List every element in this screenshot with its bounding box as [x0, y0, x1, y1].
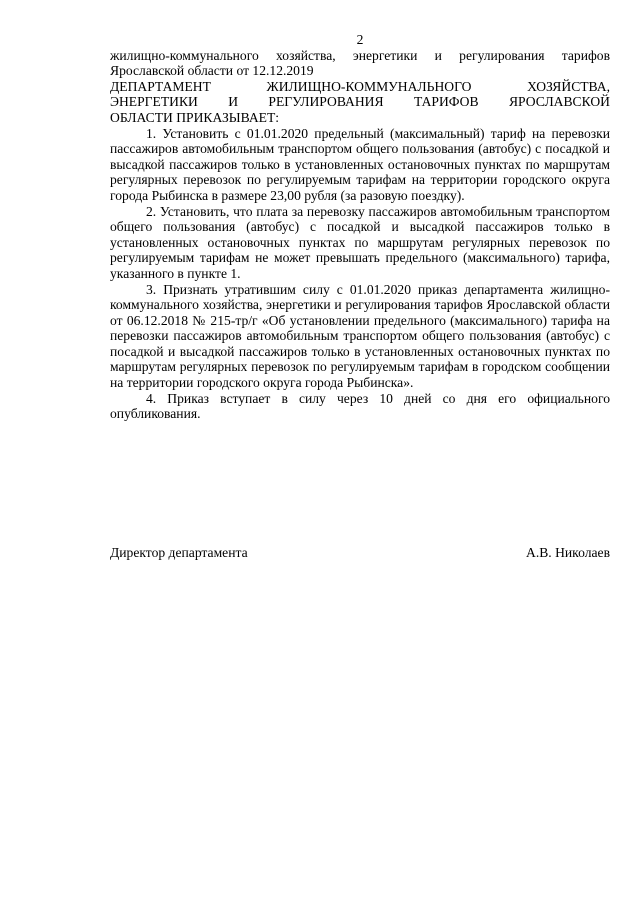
order-heading — [110, 79, 610, 126]
heading-line-1: ДЕПАРТАМЕНТ ЖИЛИЩНО-КОММУНАЛЬНОГО ХОЗЯЙСТВА, — [110, 78, 610, 94]
signature-name: А.В. Николаев — [526, 545, 610, 560]
document-body — [110, 32, 610, 422]
heading-line-3: ОБЛАСТИ ПРИКАЗЫВАЕТ: — [110, 109, 280, 125]
order-item-2: 2. Установить, что плата за перевозку пассажиров автомобильным транспортом общего пользования (автобус) с посадкой и высадкой пассажиров только в установленных остановочных пунктах по маршрутам регулярных перевозок по регулируемым тарифам не может превышать предельного (максимального) тарифа, указанного в пункте 1. — [110, 203, 610, 281]
order-item-4: 4. Приказ вступает в силу через 10 дней со дня его официального опубликования. — [110, 390, 610, 422]
order-item-3: 3. Признать утратившим силу с 01.01.2020 приказ департамента жилищно-коммунального хозяйства, энергетики и регулирования тарифов Ярославской области от 06.12.2018 № 215-тр/г «Об установлении предельного (максимального) тарифа на перевозки пассажиров автомобильным транспортом общего пользования (автобус) с посадкой и высадкой пассажиров только в установленных остановочных пунктах по маршрутам регулярных перевозок по регулируемым тарифам в городском сообщении на территории городского округа города Рыбинска». — [110, 281, 610, 391]
order-item-1: 1. Установить с 01.01.2020 предельный (максимальный) тариф на перевозки пассажиров автомобильным транспортом общего пользования (автобус) с посадкой и высадкой пассажиров только в установленных остановочных пунктах по маршрутам регулярных перевозок по регулируемым тарифам на территории городского округа города Рыбинска в размере 23,00 рубля (за разовую поездку). — [110, 125, 610, 203]
intro-text: жилищно-коммунального хозяйства, энергетики и регулирования тарифов Ярославской области от 12.12.2019 — [110, 47, 610, 79]
heading-line-2: ЭНЕРГЕТИКИ И РЕГУЛИРОВАНИЯ ТАРИФОВ ЯРОСЛАВСКОЙ — [110, 94, 610, 110]
signature-block — [110, 545, 610, 561]
page-number: 2 — [356, 32, 364, 47]
signature-position: Директор департамента — [110, 545, 248, 560]
